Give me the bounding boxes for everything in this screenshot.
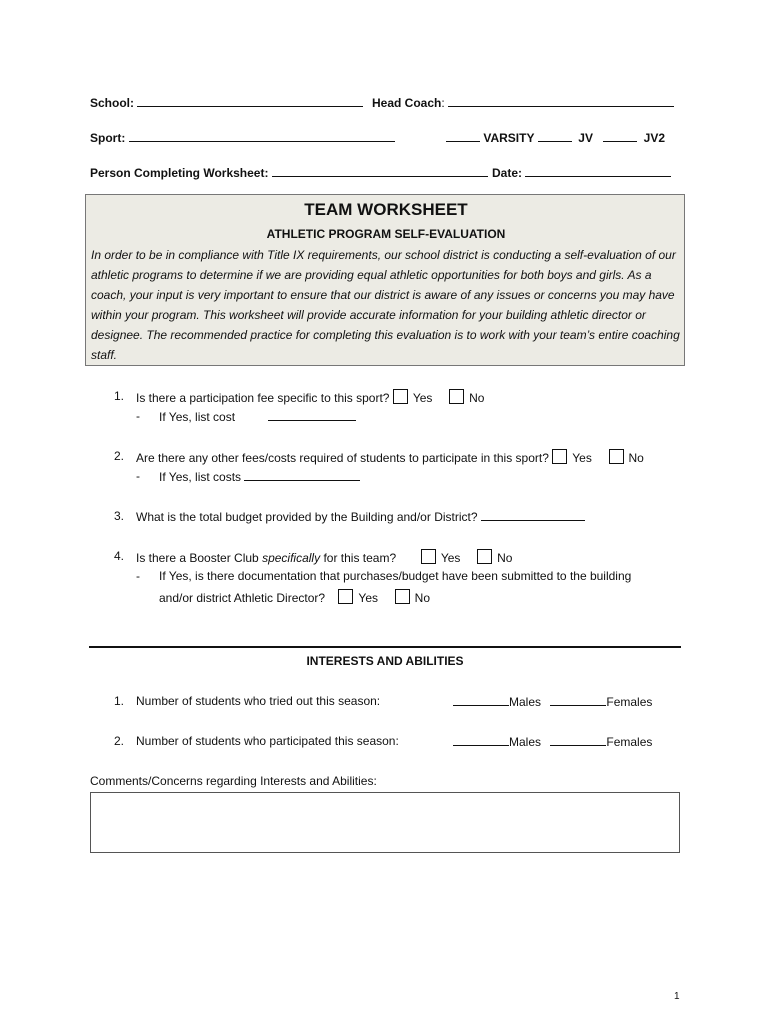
- q2-costs-input-line[interactable]: [244, 469, 360, 481]
- question-3-number: 3.: [114, 509, 125, 523]
- head-coach-field: [372, 95, 674, 110]
- question-3-text: What is the total budget provided by the Building and/or District?: [136, 510, 478, 524]
- comments-textarea[interactable]: [90, 792, 680, 853]
- intro-box: [85, 194, 685, 366]
- date-input-line[interactable]: [525, 165, 671, 177]
- participated-females-input-line[interactable]: [550, 734, 606, 746]
- jv2-input-line[interactable]: [603, 130, 637, 142]
- q1-dash: -: [136, 409, 140, 423]
- head-coach-colon: :: [441, 96, 445, 110]
- q4-sub-line1: If Yes, is there documentation that purchases/budget have been submitted to the building: [159, 569, 632, 583]
- question-4-number: 4.: [114, 549, 125, 563]
- participated-males-label: Males: [509, 735, 542, 749]
- q2-yes-label: Yes: [572, 451, 592, 465]
- interest-1-number: 1.: [114, 694, 125, 708]
- interest-2-text: Number of students who participated this season:: [136, 734, 399, 748]
- participated-females-label: Females: [606, 735, 653, 749]
- q1-no-checkbox[interactable]: [449, 389, 464, 404]
- varsity-input-line[interactable]: [446, 130, 480, 142]
- tried-out-females-input-line[interactable]: [550, 694, 606, 706]
- varsity-label: VARSITY: [483, 131, 535, 145]
- q4-sub-yes-checkbox[interactable]: [338, 589, 353, 604]
- interests-heading: INTERESTS AND ABILITIES: [306, 654, 464, 668]
- question-4-text-b: for this team?: [320, 551, 397, 565]
- person-field: [90, 165, 488, 180]
- intro-paragraph: In order to be in compliance with Title IX requirements, our school district is conducting a self-evaluation of our athletic programs to determine if we are providing equal athletic opportunities for both boys and girls. As a coach, your input is very important to ensure that our district is aware of any issues or concerns you may have within your program. This worksheet will provide accurate information for your building athletic director or designee. The recommended practice for completing this evaluation is to work with your team’s entire coaching staff.: [91, 248, 680, 362]
- school-field: [90, 95, 363, 110]
- q2-no-checkbox[interactable]: [609, 449, 624, 464]
- q4-no-checkbox[interactable]: [477, 549, 492, 564]
- q4-sub-line2: [159, 589, 430, 605]
- q2-dash: -: [136, 469, 140, 483]
- person-input-line[interactable]: [272, 165, 488, 177]
- comments-label: Comments/Concerns regarding Interests and Abilities:: [90, 774, 377, 788]
- q3-budget-input-line[interactable]: [481, 509, 585, 521]
- q4-yes-label: Yes: [440, 551, 461, 565]
- q4-sub-yes-label: Yes: [358, 591, 378, 605]
- q4-sub-no-label: No: [414, 591, 431, 605]
- jv2-label: JV2: [643, 131, 665, 145]
- sport-field: [90, 130, 395, 145]
- question-4: [136, 549, 512, 565]
- q4-yes-checkbox[interactable]: [421, 549, 436, 564]
- question-3: [136, 509, 585, 524]
- participated-males-input-line[interactable]: [453, 734, 509, 746]
- worksheet-subtitle: ATHLETIC PROGRAM SELF-EVALUATION: [266, 227, 506, 241]
- interest-2-number: 2.: [114, 734, 125, 748]
- page-number: 1: [674, 991, 680, 1002]
- interest-1-text: Number of students who tried out this season:: [136, 694, 381, 708]
- question-2-number: 2.: [114, 449, 125, 463]
- date-label: Date:: [492, 166, 523, 180]
- question-1: [136, 389, 484, 405]
- level-selection: [446, 130, 665, 145]
- school-label: School:: [90, 96, 134, 110]
- tried-out-males-label: Males: [509, 695, 542, 709]
- q2-sub-text: If Yes, list costs: [159, 470, 242, 484]
- jv-input-line[interactable]: [538, 130, 572, 142]
- q2-subquestion: [159, 469, 360, 484]
- q1-subquestion: [159, 409, 356, 424]
- interest-1-counts: [453, 694, 652, 709]
- person-label: Person Completing Worksheet:: [90, 166, 269, 180]
- q1-yes-checkbox[interactable]: [393, 389, 408, 404]
- date-field: [492, 165, 671, 180]
- tried-out-males-input-line[interactable]: [453, 694, 509, 706]
- q4-sub2-text: and/or district Athletic Director?: [159, 591, 326, 605]
- question-1-number: 1.: [114, 389, 125, 403]
- question-4-text-a: Is there a Booster Club: [136, 551, 263, 565]
- head-coach-label: Head Coach: [372, 96, 442, 110]
- question-2: [136, 449, 644, 465]
- q4-no-label: No: [497, 551, 513, 565]
- sport-input-line[interactable]: [129, 130, 395, 142]
- worksheet-title: TEAM WORKSHEET: [304, 200, 468, 219]
- q1-sub-text: If Yes, list cost: [159, 410, 236, 424]
- school-input-line[interactable]: [137, 95, 363, 107]
- section-divider: [89, 646, 681, 648]
- tried-out-females-label: Females: [606, 695, 653, 709]
- q1-cost-input-line[interactable]: [268, 409, 356, 421]
- q1-no-label: No: [469, 391, 485, 405]
- question-1-text: Is there a participation fee specific to this sport?: [136, 391, 390, 405]
- q2-yes-checkbox[interactable]: [552, 449, 567, 464]
- q4-dash: -: [136, 569, 140, 583]
- q2-no-label: No: [628, 451, 644, 465]
- question-2-text: Are there any other fees/costs required of students to participate in this sport?: [136, 451, 549, 465]
- q1-yes-label: Yes: [412, 391, 433, 405]
- jv-label: JV: [578, 131, 593, 145]
- q4-sub-no-checkbox[interactable]: [395, 589, 410, 604]
- question-4-emphasis: specifically: [262, 551, 321, 565]
- sport-label: Sport:: [90, 131, 126, 145]
- head-coach-input-line[interactable]: [448, 95, 674, 107]
- interest-2-counts: [453, 734, 652, 749]
